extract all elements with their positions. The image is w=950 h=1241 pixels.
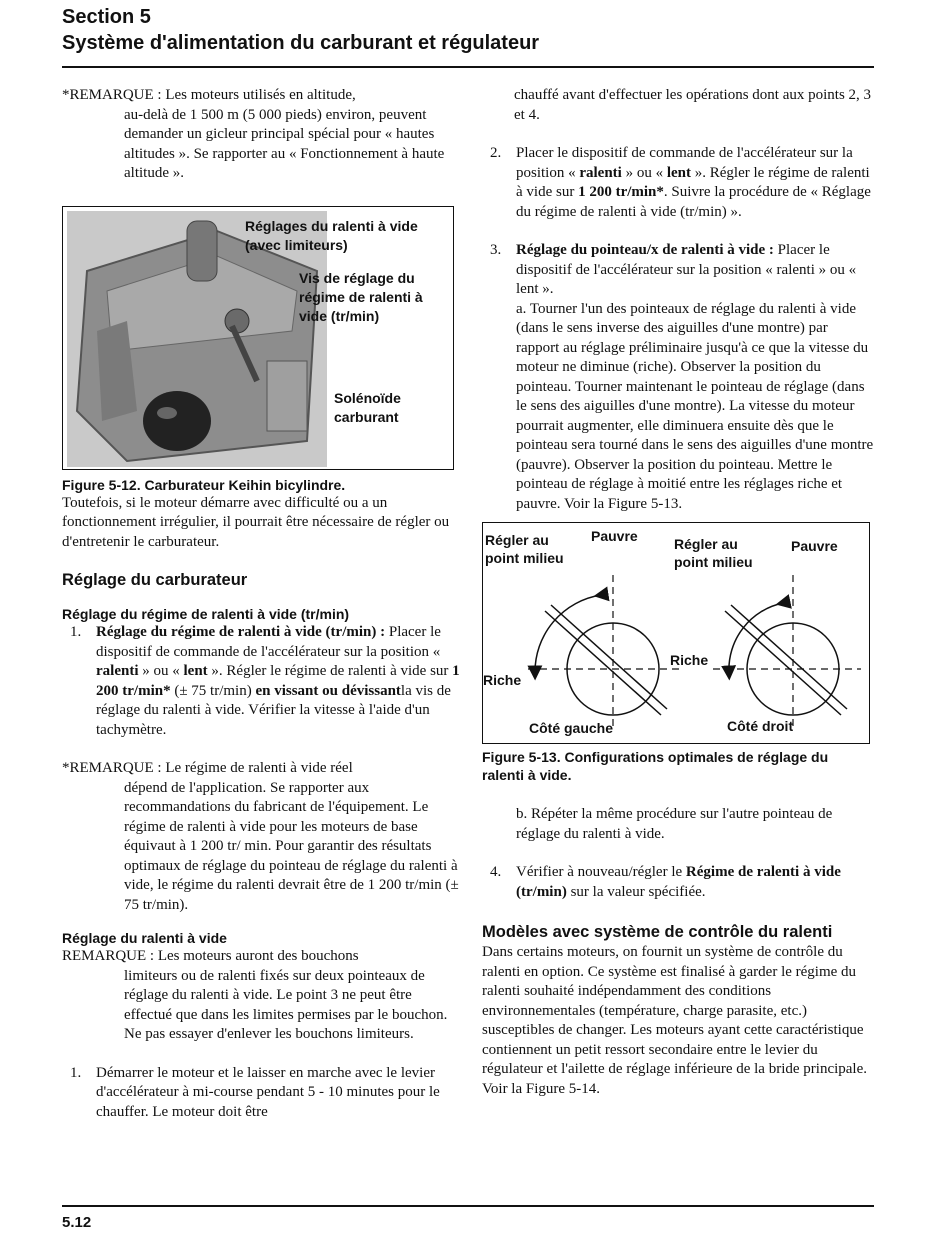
step-1 [62, 1064, 462, 1123]
step-number: 1. [70, 1064, 82, 1081]
text: . Suivre la procédure de « Réglage du régime de ralenti à vide (tr/min) ». [516, 184, 871, 220]
substep-a: a. Tourner l'un des pointeaux de réglage du ralenti à vide (dans le sens inverse des aiguilles d'une montre) par rapport au réglage préliminaire jusqu'à ce que la vitesse du moteur ne diminue (riche). Observer la position du pointeau. Tourner maintenant le pointeau de réglage (dans le sens des aiguilles d'une montre). La vitesse du moteur pourrait augmenter, elle diminuera ensuite dès que le pointeau sera tourné dans le sens des aiguilles d'une montre (pauvre). Observer la position du pointeau. Mettre le pointeau de réglage à moitié entre les réglages riche et pauvre. Voir la Figure 5-13. [516, 300, 874, 512]
text-bold: ralenti [96, 663, 139, 679]
text: Placer le dispositif de commande de l'accélérateur sur la position « [96, 624, 441, 660]
note-altitude [62, 86, 462, 184]
step-4 [482, 863, 874, 902]
left-title-label: Régler au point milieu [485, 532, 564, 566]
heading-carb-adjust: Réglage du carburateur [62, 571, 248, 589]
note-text: dépend de l'application. Se rapporter aux recommandations du fabricant de l'équipement. Le régime de ralenti à vide pour les moteurs de base équivaut à 1 200 tr/ min. Pour garantir des résultats optimaux de réglage du pointeau de réglage du ralenti à vide, le régime du ralenti devrait être de 1 200 tr/min (± 75 tr/min). [124, 779, 459, 913]
right-title-label: Régler au point milieu [674, 536, 753, 570]
figure-caption: Figure 5-13. Configurations optimales de réglage du ralenti à vide. [482, 749, 829, 783]
callout-idle-adjust: Réglages du ralenti à vide (avec limiteurs) [245, 217, 418, 253]
paragraph: Dans certains moteurs, on fournit un système de contrôle du ralenti en option. Ce système est finalisé à garder le régime du ralenti souhaité indépendamment des conditions environnementales (température, charge parasite, etc.) susceptibles de changer. Les moteurs ayant cette caractéristique contiennent un petit ressort secondaire entre le levier du régulateur et l'ailette de réglage inférieure de la bride principale. Voir la Figure 5-14. [482, 944, 867, 1097]
section-title: Système d'alimentation du carburant et régulateur [62, 32, 540, 54]
step-number: 4. [490, 864, 502, 880]
figure-caption: Figure 5-12. Carburateur Keihin bicylindre. [62, 476, 346, 493]
right-side-diagram [713, 575, 861, 728]
right-riche-label: Riche [670, 652, 709, 668]
text: ». Régler le régime de ralenti à vide sur [516, 164, 870, 200]
text: la vis de réglage du ralenti à vide. Vérifier la vitesse à l'aide d'un tachymètre. [96, 682, 451, 738]
left-pauvre-label: Pauvre [591, 528, 638, 544]
heading-idle-control: Modèles avec système de contrôle du ralenti [482, 923, 833, 941]
note-limiters [62, 947, 462, 1045]
step-2 [482, 144, 874, 222]
step-text: Démarrer le moteur et le laisser en marche avec le levier d'accélérateur à mi-course pendant 5 - 10 minutes pour le chauffer. Le moteur doit être [96, 1064, 440, 1120]
left-riche-label: Riche [483, 672, 522, 688]
note-text-first: Les moteurs utilisés en altitude, [161, 87, 356, 103]
right-pauvre-label: Pauvre [791, 538, 838, 554]
text: (± 75 tr/min) [170, 682, 256, 699]
note-idle-real [62, 759, 462, 915]
text: ». Régler le régime de ralenti à vide sur [207, 663, 453, 679]
section-header [62, 4, 872, 56]
text: sur la valeur spécifiée. [566, 883, 706, 900]
heading-idle-adjust: Réglage du ralenti à vide [62, 930, 227, 946]
note-text: limiteurs ou de ralenti fixés sur deux pointeaux de réglage du ralenti à vide. Le point 3 ne peut être effectué que dans les limites permises par le bouchon. Ne pas essayer d'enlever les bouchons limiteurs. [124, 967, 448, 1042]
left-side-diagram [528, 575, 683, 728]
note-label: REMARQUE : [62, 948, 155, 964]
left-side-label: Côté gauche [529, 720, 614, 736]
text-bold: lent [183, 663, 208, 679]
list-item-1 [62, 623, 462, 740]
step-lead: Réglage du pointeau/x de ralenti à vide : [516, 242, 774, 258]
text-bold: Régime de ralenti à vide (tr/min) [516, 864, 841, 900]
left-column [62, 86, 462, 1122]
step-number: 2. [490, 145, 502, 161]
note-text: au-delà de 1 500 m (5 000 pieds) environ, peuvent demander un gicleur principal spécial pour « hautes altitudes ». Se rapporter au « Fonctionnement à haute altitude ». [124, 106, 445, 181]
text-bold: lent [666, 164, 692, 181]
header-rule [62, 66, 874, 68]
footer-rule [62, 1205, 874, 1207]
item-number: 1. [70, 624, 82, 640]
step-3 [482, 241, 874, 514]
section-number: Section 5 [62, 6, 151, 28]
note-label: *REMARQUE : [62, 760, 162, 776]
text: Placer le dispositif de l'accélérateur sur la position « ralenti » ou « lent ». [516, 242, 857, 297]
text: » ou « [621, 164, 667, 181]
heading-idle-speed: Réglage du régime de ralenti à vide (tr/min) [62, 606, 350, 622]
text-bold: en vissant ou dévissant [255, 682, 401, 699]
callout-fuel-solenoid: Solénoïde carburant [334, 389, 401, 425]
figure-needle-config [482, 522, 870, 744]
text-bold: 1 200 tr/min* [578, 184, 664, 200]
figure-carburetor [62, 206, 454, 470]
note-text-first: Les moteurs auront des bouchons [154, 948, 359, 964]
item-lead: Réglage du régime de ralenti à vide (tr/min) : [96, 624, 386, 640]
right-side-label: Côté droit [727, 718, 794, 734]
paragraph: Toutefois, si le moteur démarre avec difficulté ou a un fonctionnement irrégulier, il pourrait être nécessaire de régler ou d'entretenir le carburateur. [62, 494, 450, 550]
substep-b: b. Répéter la même procédure sur l'autre pointeau de réglage du ralenti à vide. [516, 806, 833, 842]
step-1-continued: chauffé avant d'effectuer les opérations dont aux points 2, 3 et 4. [514, 87, 872, 123]
text: Vérifier à nouveau/régler le [516, 864, 686, 880]
page-number: 5.12 [62, 1214, 92, 1231]
step-number: 3. [490, 242, 502, 258]
note-label: *REMARQUE : [62, 87, 162, 103]
text: Placer le dispositif de commande de l'accélérateur sur la position « [516, 145, 853, 181]
callout-idle-screw: Vis de réglage du régime de ralenti à vide (tr/min) [299, 269, 423, 324]
right-column [482, 86, 874, 1099]
text: » ou « [138, 663, 184, 679]
note-text-first: Le régime de ralenti à vide réel [161, 760, 353, 776]
text-bold: 1 200 tr/min* [96, 663, 460, 699]
text-bold: ralenti [579, 164, 622, 181]
